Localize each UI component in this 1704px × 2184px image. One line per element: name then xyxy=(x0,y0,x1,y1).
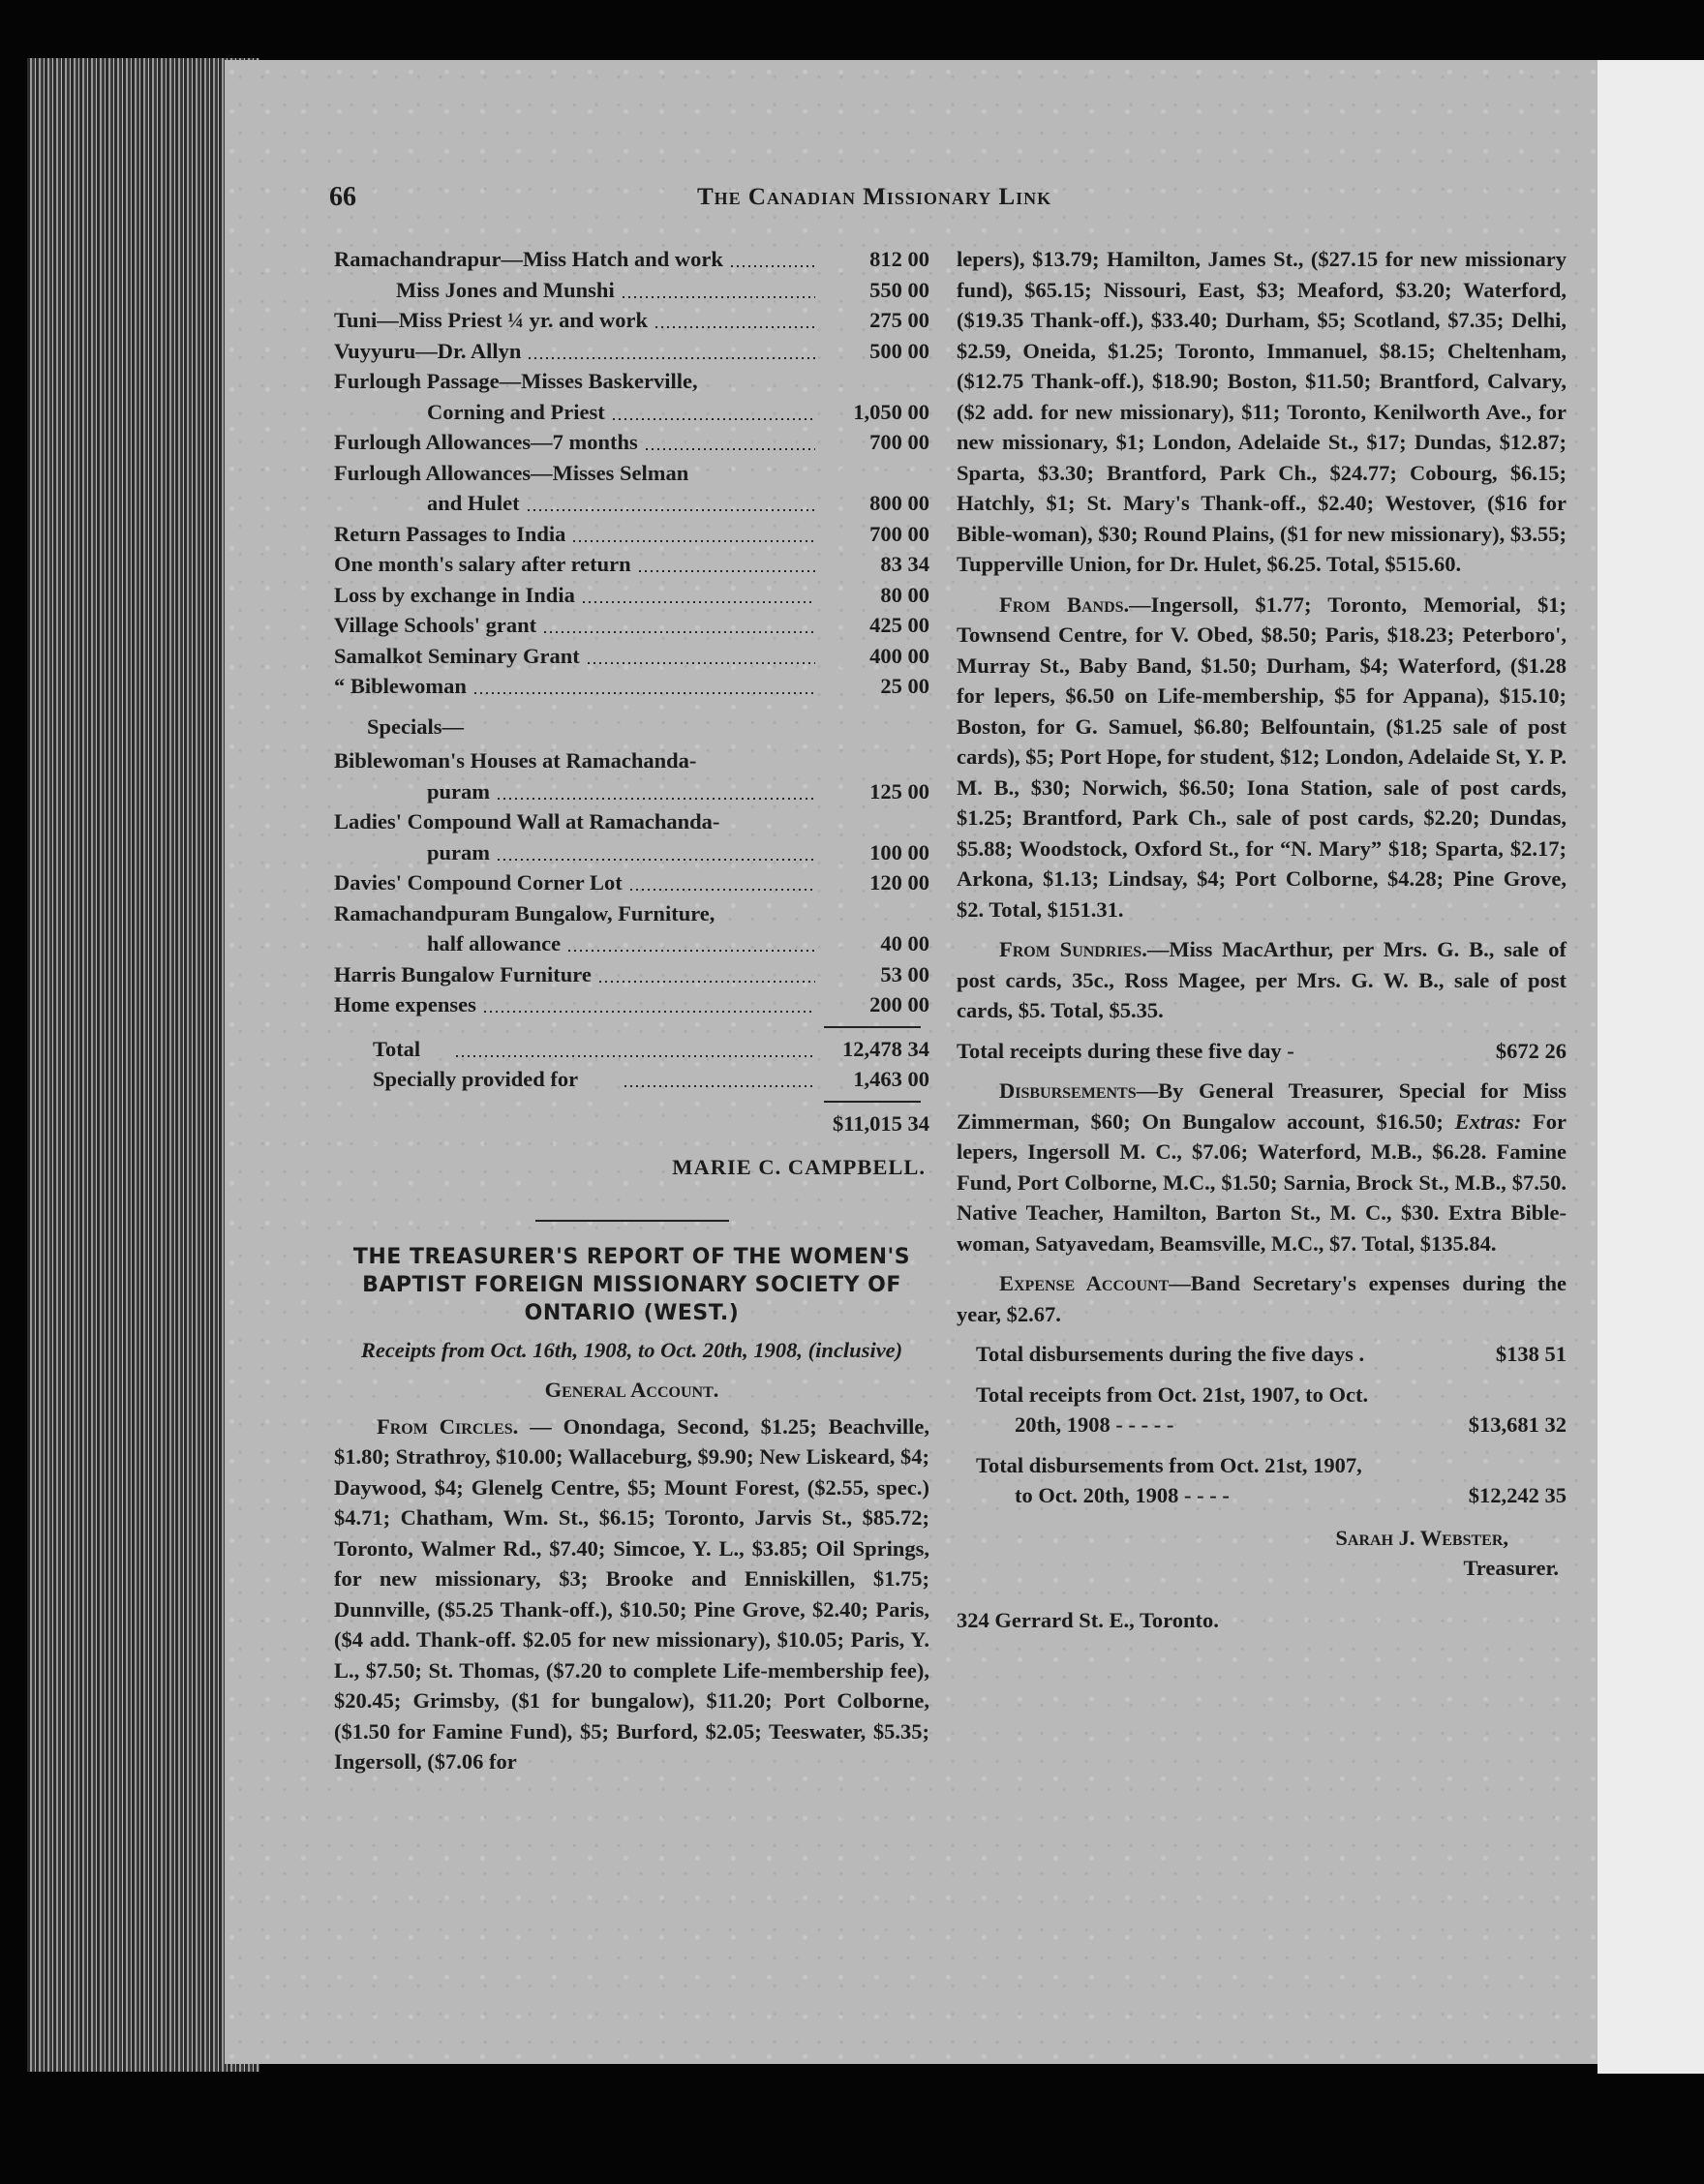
ledger-label: Samalkot Seminary Grant xyxy=(334,643,580,668)
ledger-label-continued: Corning and Priest xyxy=(427,399,605,424)
ledger-row xyxy=(334,519,929,550)
page-header xyxy=(329,182,1510,221)
total-receipts-row xyxy=(957,1036,1567,1067)
ledger-label: Village Schools' grant xyxy=(334,613,537,637)
ledger-amount: 53 00 xyxy=(880,961,929,986)
disbursements-extras: Extras: xyxy=(1454,1108,1522,1134)
specially-label: Specially provided for xyxy=(373,1067,579,1091)
disbursements-head: Disbursements xyxy=(999,1078,1137,1103)
ledger-label: Miss Jones and Munshi xyxy=(396,277,615,302)
ledger-label: Tuni—Miss Priest ¼ yr. and work xyxy=(334,308,649,332)
from-sundries-paragraph xyxy=(957,934,1567,1026)
ledger-label: Harris Bungalow Furniture xyxy=(334,961,592,986)
from-circles-text: — Onondaga, Second, $1.25; Beachville, $1.80; Strathroy, $10.00; Wallaceburg, $9.90; New Liskeard, $4; Daywood, $4; Glenelg Centre, $5; Mount Forest, ($2.55, spec.) $4.71; Chatham, Wm. St., $6.15; Toronto, Jarvis St., $85.72; Toronto, Walmer Rd., $7.40; Simcoe, Y. L., $3.85; Oil Springs, for new missionary, $3; Brooke and Enniskillen, $1.75; Dunnville, ($5.25 Thank-off.), $10.50; Pine Grove, $2.40; Paris, ($4 add. Thank-off. $2.05 for new missionary), $10.05; Paris, Y. L., $7.50; St. Thomas, ($7.20 to complete Life-membership fee), $20.45; Grimsby, ($1 for bungalow), $11.20; Port Colborne, ($1.50 for Famine Fund), $5; Burford, $2.05; Teeswater, $5.35; Ingersoll, ($7.06 for xyxy=(334,1413,929,1774)
treasurer-name: Sarah J. Webster, xyxy=(1335,1525,1508,1550)
report-title: THE TREASURER'S REPORT OF THE WOMEN'S BAPTIST FOREIGN MISSIONARY SOCIETY OF ONTARIO (WEST.) xyxy=(352,1244,911,1325)
disbursements-year-row xyxy=(957,1480,1567,1511)
total-disbursements-amount: $138 51 xyxy=(1495,1342,1567,1366)
leader-dots xyxy=(731,265,815,267)
ledger-row xyxy=(334,458,929,519)
total-amount: 12,478 34 xyxy=(842,1036,929,1061)
ledger-label: Loss by exchange in India xyxy=(334,582,575,607)
leader-dots xyxy=(630,889,815,891)
total-rule xyxy=(824,1026,921,1028)
from-circles-paragraph xyxy=(334,1411,929,1777)
ledger-label: Davies' Compound Corner Lot xyxy=(334,870,623,895)
ledger-label-continued: puram xyxy=(427,839,491,864)
ledger-label: Furlough Passage—Misses Baskerville, xyxy=(334,369,698,393)
leader-dots xyxy=(655,326,815,328)
leader-dots xyxy=(498,798,815,800)
page-number: 66 xyxy=(329,182,356,212)
leader-dots xyxy=(639,570,815,572)
ledger-amount: 800 00 xyxy=(869,491,929,515)
leader-dots xyxy=(623,296,815,298)
leader-dots xyxy=(599,981,815,983)
ledger-amount: 80 00 xyxy=(880,582,929,607)
specially-amount: 1,463 00 xyxy=(853,1067,929,1091)
leader-dots xyxy=(583,601,815,603)
ledger-row xyxy=(334,336,929,367)
facing-page-edge xyxy=(1598,60,1704,2074)
total-label: Total xyxy=(373,1036,421,1061)
ledger-row xyxy=(334,366,929,427)
leader-dots xyxy=(613,418,815,420)
leader-dots xyxy=(528,509,815,511)
section-divider xyxy=(535,1220,729,1222)
ledger-label: One month's salary after return xyxy=(334,552,631,576)
ledger-label: Ladies' Compound Wall at Ramachanda- xyxy=(334,809,720,834)
ledger-amount: 700 00 xyxy=(869,521,929,546)
net-rule xyxy=(824,1101,921,1103)
disbursements-text-b: For lepers, Ingersoll M. C., $7.06; Waterford, M.B., $6.28. Famine Fund, Port Colborne, M.C., $1.50; Sarnia, Brock St., M.B., $7.50. Native Teacher, Hamilton, Barton St., M. C., $30. Extra Bible-woman, Satyavedam, Beamsville, M.C., $7. Total, $135.84. xyxy=(957,1108,1567,1256)
receipts-period: Receipts from Oct. 16th, 1908, to Oct. 20th, 1908, (inclusive) xyxy=(360,1337,903,1362)
ledger-label: “ Biblewoman xyxy=(334,674,467,698)
expense-head: Expense Account xyxy=(999,1271,1170,1295)
ledger-label-continued: and Hulet xyxy=(427,491,520,515)
ledger-amount: 425 00 xyxy=(869,613,929,637)
running-title: The Canadian Missionary Link xyxy=(697,184,1052,210)
signature: MARIE C. CAMPBELL. xyxy=(672,1155,926,1179)
leader-dots xyxy=(573,540,815,542)
ledger-row xyxy=(334,549,929,580)
ledger-row xyxy=(334,898,929,959)
receipts-year-line1: Total receipts from Oct. 21st, 1907, to Oct. xyxy=(976,1381,1369,1407)
ledger-amount: 1,050 00 xyxy=(853,399,929,424)
leader-dots xyxy=(624,1085,813,1087)
leader-dots xyxy=(456,1055,813,1057)
right-column xyxy=(957,244,1567,1635)
receipts-year-amount: $13,681 32 xyxy=(1468,1412,1567,1437)
leader-dots xyxy=(498,859,815,861)
treasurer-title: Treasurer. xyxy=(1463,1556,1559,1580)
ledger-label: Ramachandrapur—Miss Hatch and work xyxy=(334,247,723,271)
leader-dots xyxy=(544,631,815,633)
ledger-label-continued: half allowance xyxy=(427,931,562,956)
disbursements-year-line1: Total disbursements from Oct. 21st, 1907, xyxy=(976,1452,1362,1477)
disbursements-text-a: —By General Treasurer, Special for Miss Zimmerman, $60; On Bungalow account, $16.50; xyxy=(957,1078,1567,1134)
ledger-row xyxy=(334,671,929,702)
from-bands-text: —Ingersoll, $1.77; Toronto, Memorial, $1; Townsend Centre, for V. Obed, $8.50; Paris, $18.23; Peterboro', Murray St., Baby Band, $1.50; Durham, $4; Waterford, ($1.28 for lepers, $6.50 on Life-membership, $5 for Appana), $15.10; Boston, for G. Samuel, $6.80; Belfountain, ($1.25 sale of post cards), $5; Port Hope, for student, $12; London, Adelaide St, Y. P. M. B., $30; Norwich, $6.50; Iona Station, sale of post cards, $1.25; Brantford, Park Ch., sale of post cards, $2.20; Dundas, $5.88; Woodstock, Oxford St., for “N. Mary” $18; Sparta, $2.17; Arkona, $1.13; Lindsay, $4; Port Colborne, $4.28; Pine Grove, $2. Total, $151.31. xyxy=(957,592,1567,922)
expense-account-paragraph xyxy=(957,1268,1567,1329)
ledger-amount: 500 00 xyxy=(869,338,929,363)
total-receipts-amount: $672 26 xyxy=(1495,1038,1567,1063)
ledger-amount: 400 00 xyxy=(869,643,929,668)
leader-dots xyxy=(474,692,815,694)
from-sundries-text: —Miss MacArthur, per Mrs. G. B., sale of post cards, 35c., Ross Magee, per Mrs. G. W. B., sale of post cards, $5. Total, $5.35. xyxy=(957,937,1567,1022)
ledger-row xyxy=(334,959,929,990)
ledger-row xyxy=(334,989,929,1020)
ledger-row xyxy=(334,806,929,867)
general-account-heading: General Account. xyxy=(544,1378,719,1402)
left-column xyxy=(334,244,929,1787)
receipts-year-line2: 20th, 1908 - - - - - xyxy=(1015,1412,1174,1437)
ledger-label: Ramachandpuram Bungalow, Furniture, xyxy=(334,900,715,925)
ledger-label: Furlough Allowances—Misses Selman xyxy=(334,460,689,485)
disbursements-year-amount: $12,242 35 xyxy=(1468,1483,1567,1507)
ledger-row xyxy=(334,580,929,611)
ledger-amount: 25 00 xyxy=(880,674,929,698)
receipts-year-row xyxy=(957,1410,1567,1441)
ledger-row xyxy=(334,745,929,806)
expense-text: —Band Secretary's expenses during the year, $2.67. xyxy=(957,1271,1567,1326)
ledger-row xyxy=(334,427,929,458)
specially-provided-row xyxy=(334,1064,929,1095)
total-receipts-label: Total receipts during these five day - xyxy=(957,1038,1294,1063)
total-row xyxy=(334,1034,929,1065)
ledger-row xyxy=(334,867,929,898)
ledger-row xyxy=(334,610,929,641)
leader-dots xyxy=(568,950,815,952)
net-amount: $11,015 34 xyxy=(832,1110,929,1136)
expenditure-list xyxy=(334,244,929,702)
ledger-label: Vuyyuru—Dr. Allyn xyxy=(334,338,522,363)
ledger-amount: 40 00 xyxy=(880,931,929,956)
disbursements-paragraph xyxy=(957,1076,1567,1259)
ledger-label: Home expenses xyxy=(334,992,476,1016)
ledger-amount: 550 00 xyxy=(869,277,929,302)
ledger-label: Return Passages to India xyxy=(334,521,566,546)
ledger-amount: 120 00 xyxy=(869,870,929,895)
ledger-label: Biblewoman's Houses at Ramachanda- xyxy=(334,748,697,773)
ledger-label: Furlough Allowances—7 months xyxy=(334,430,638,454)
treasurer-address: 324 Gerrard St. E., Toronto. xyxy=(957,1607,1219,1632)
ledger-amount: 200 00 xyxy=(869,992,929,1016)
leader-dots xyxy=(646,448,815,450)
total-disbursements-row xyxy=(957,1339,1567,1370)
net-row xyxy=(334,1108,929,1139)
ledger-amount: 83 34 xyxy=(880,552,929,576)
specials-heading: Specials— xyxy=(367,713,465,739)
from-bands-head: From Bands. xyxy=(999,592,1130,617)
leader-dots xyxy=(529,357,815,359)
ledger-row xyxy=(334,275,929,306)
ledger-amount: 125 00 xyxy=(869,778,929,804)
circles-continued-paragraph: lepers), $13.79; Hamilton, James St., ($27.15 for new missionary fund), $65.15; Nissouri, East, $3; Meaford, $3.20; Waterford, ($19.35 Thank-off.), $33.40; Durham, $5; Scotland, $7.35; Delhi, $2.59, Oneida, $1.25; Toronto, Immanuel, $8.15; Cheltenham, ($12.75 Thank-off.), $18.90; Boston, $11.50; Brantford, Calvary, ($2 add. for new missionary), $11; Toronto, Kenilworth Ave., for new missionary, $1; London, Adelaide St., $17; Dundas, $12.87; Sparta, $3.30; Brantford, Park Ch., $24.77; Cobourg, $6.15; Hatchly, $1; St. Mary's Thank-off., $2.40; Westover, ($16 for Bible-woman), $30; Round Plains, ($1 for new missionary), $3.55; Tupperville Union, for Dr. Hulet, $6.25. Total, $515.60. xyxy=(957,247,1567,576)
ledger-amount: 812 00 xyxy=(869,247,929,271)
ledger-row xyxy=(334,244,929,275)
leader-dots xyxy=(484,1011,815,1013)
disbursements-year-line2: to Oct. 20th, 1908 - - - - xyxy=(1015,1483,1230,1507)
ledger-amount: 275 00 xyxy=(869,308,929,332)
ledger-label-continued: puram xyxy=(427,778,491,804)
total-disbursements-label: Total disbursements during the five days . xyxy=(976,1342,1365,1366)
specials-list xyxy=(334,745,929,1020)
ledger-row xyxy=(334,305,929,336)
from-sundries-head: From Sundries. xyxy=(999,937,1147,961)
ledger-amount: 700 00 xyxy=(869,430,929,454)
ledger-row xyxy=(334,641,929,672)
ledger-amount: 100 00 xyxy=(869,839,929,864)
leader-dots xyxy=(588,662,815,664)
from-circles-head: From Circles. xyxy=(377,1413,519,1439)
from-bands-paragraph xyxy=(957,590,1567,925)
